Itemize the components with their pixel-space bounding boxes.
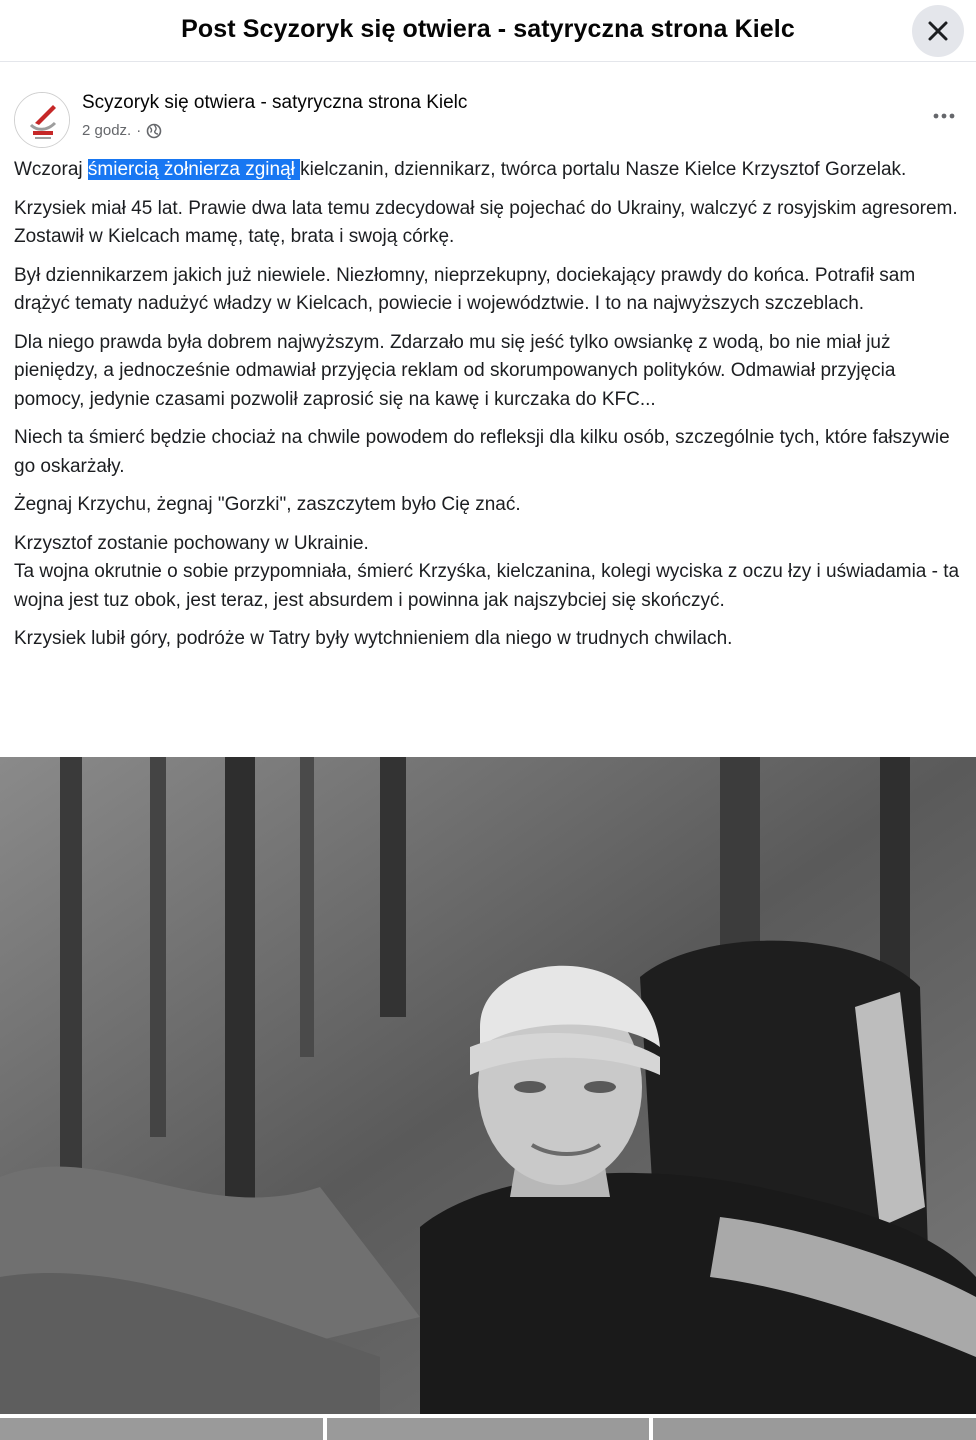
paragraph-line: Niech ta śmierć będzie chociaż na chwile powodem do refleksji dla kilku osób, szczególnie tych, które fałszywie go oskarżały. (14, 427, 950, 477)
post-photo[interactable] (0, 757, 976, 1414)
paragraph (14, 530, 970, 616)
page-logo-icon (15, 93, 70, 148)
close-icon (926, 19, 950, 43)
paragraph-line: Dla niego prawda była dobrem najwyższym. Zdarzało mu się jeść tylko owsiankę z wodą, bo nie miał już pieniędzy, a jednocześnie odmawiał przyjęcia reklam od skorumpowanych polityków. Odmawiał przyjęcia pomocy, jedynie czasami pozwolił zaprosić się na kawę i kurczaka do KFC... (14, 331, 896, 410)
meta-separator: · (136, 122, 142, 139)
paragraph-line: Zostawił w Kielcach mamę, tatę, brata i swoją córkę. (14, 226, 455, 247)
photo-illustration (0, 757, 976, 1414)
close-button[interactable] (912, 5, 964, 57)
page-name-link[interactable]: Scyzoryk się otwiera - satyryczna strona Kielc (82, 92, 468, 113)
paragraph-line: Żegnaj Krzychu, żegnaj "Gorzki", zaszczytem było Cię znać. (14, 494, 521, 515)
photo-thumbnail[interactable] (327, 1418, 650, 1440)
paragraph-line: Krzysiek miał 45 lat. Prawie dwa lata temu zdecydował się pojechać do Ukrainy, walczyć z rosyjskim agresorem. (14, 197, 958, 219)
paragraph-line: Ta wojna okrutnie o sobie przypomniała, śmierć Krzyśka, kielczanina, kolegi wyciska z oczu łzy i uświadamia - ta wojna jest tuz obok, jest teraz, jest absurdem i powinna jak najszybciej się skończyć. (14, 561, 960, 611)
photo-thumbnail[interactable] (0, 1418, 323, 1440)
paragraph (14, 424, 970, 481)
photo-thumbnail[interactable] (653, 1418, 976, 1440)
paragraph (14, 329, 970, 415)
more-options-button[interactable] (924, 104, 964, 128)
paragraph-line: Krzysztof zostanie pochowany w Ukrainie. (14, 532, 369, 554)
paragraph (14, 262, 970, 319)
paragraph-rest: kielczanin, dziennikarz, twórca portalu Nasze Kielce Krzysztof Gorzelak. (300, 159, 907, 180)
paragraph (14, 156, 970, 185)
paragraph (14, 625, 970, 654)
photo-thumbnails (0, 1418, 976, 1440)
post-meta (82, 122, 162, 139)
globe-icon (146, 123, 162, 139)
paragraph (14, 195, 970, 252)
more-icon (924, 104, 964, 128)
post-text (14, 156, 970, 664)
selected-text[interactable]: śmiercią żołnierza zginął (87, 159, 301, 180)
paragraph-line: Krzysiek lubił góry, podróże w Tatry były wytchnieniem dla niego w trudnych chwilach. (14, 628, 733, 649)
post-time[interactable]: 2 godz. (82, 122, 132, 139)
post-header (0, 78, 976, 148)
paragraph-start: Wczoraj (14, 159, 88, 180)
paragraph-line: Był dziennikarzem jakich już niewiele. Niezłomny, nieprzekupny, dociekający prawdy do końca. Potrafił sam drążyć tematy nadużyć władzy w Kielcach, powiecie i województwie. I to na najwyższych szczeblach. (14, 264, 916, 314)
paragraph (14, 491, 970, 520)
dialog-header (0, 0, 976, 62)
dialog-title: Post Scyzoryk się otwiera - satyryczna strona Kielc (181, 15, 795, 43)
avatar[interactable] (14, 92, 70, 148)
